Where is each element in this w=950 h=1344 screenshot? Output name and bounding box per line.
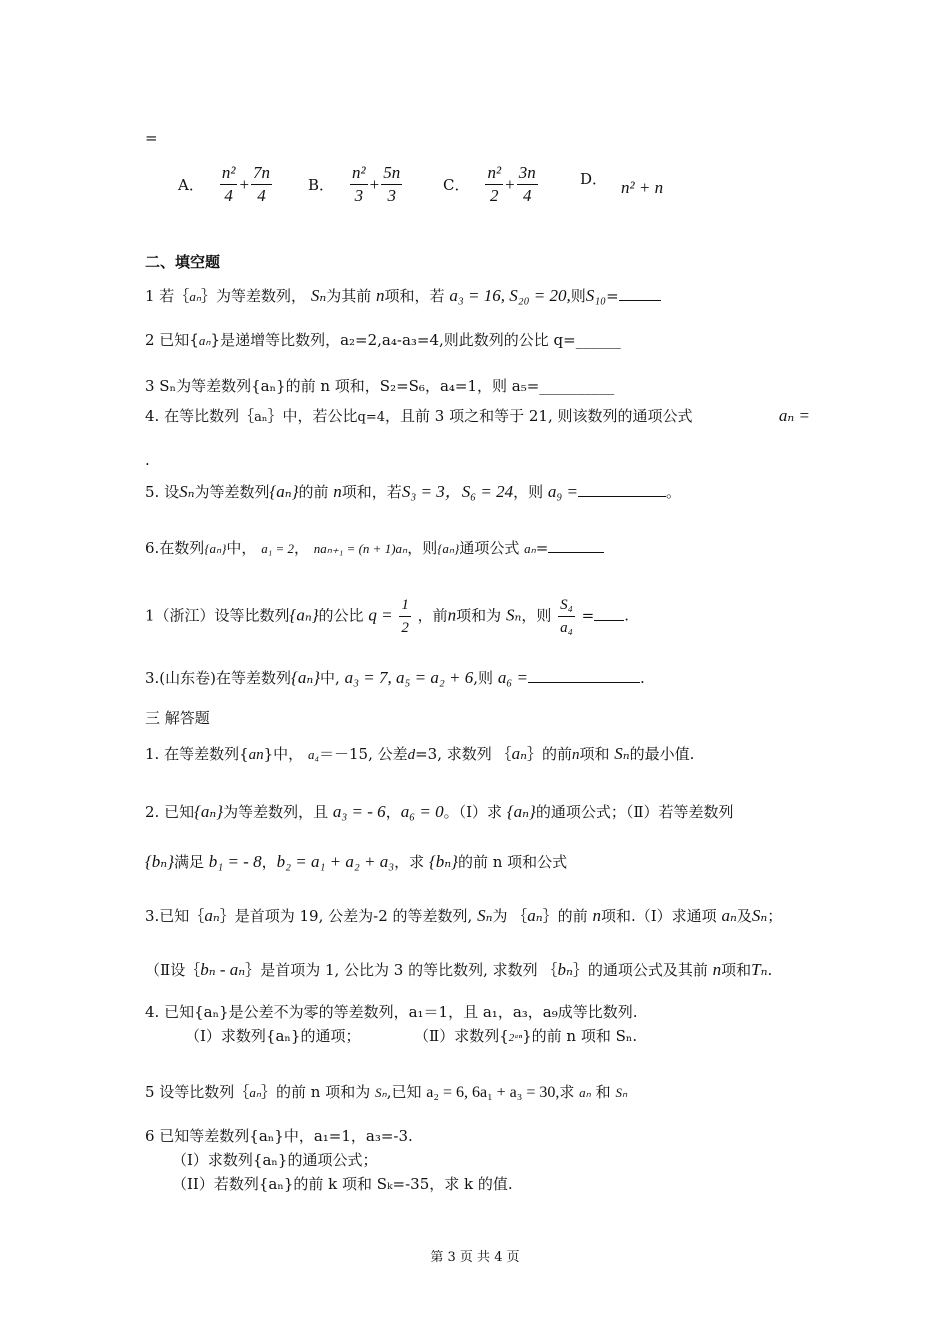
fraction: $\frac{\text{n²}}{2}$ — [487, 163, 502, 205]
fraction: $\frac{5n}{3}$ — [383, 163, 401, 205]
solve-q3-line1: 3.已知｛aₙ｝是首项为 19, 公差为-2 的等差数列, Sₙ为 ｛aₙ｝的前 n项和.（Ⅰ）求通项 aₙ及Sₙ； — [145, 906, 783, 925]
fraction: $\frac{7n}{4}$ — [253, 163, 271, 205]
fill-q5: 5. 设Sₙ为等差数列{aₙ}的前 n项和，若S₃ = 3，S₆ = 24，则 a₉ = 。 — [145, 482, 682, 501]
solve-q6-line3: （II）若数列{aₙ}的前 k 项和 Sₖ=-35，求 k 的值. — [172, 1175, 513, 1193]
choice-b: B． $\frac{\text{n²}}{3}$ + $\frac{5n}{3}$ — [308, 163, 401, 205]
solve-q6-line2: （I）求数列{aₙ}的通项公式； — [172, 1151, 378, 1169]
choice-label: B． — [308, 176, 335, 194]
fill-q7: 1（浙江）设等比数列{aₙ}的公比 q = $\frac{1}{2}$ ，前n项和为 Sₙ，则 $\frac{\text{S₄}}{\text{a₄}}$ = . — [145, 594, 629, 639]
fill-q3: 3 Sₙ为等差数列{aₙ}的前 n 项和，S₂=S₆，a₄=1，则 a₅=__________ — [145, 377, 615, 395]
solve-q4-line1: 4. 已知{aₙ}是公差不为零的等差数列，a₁＝1，且 a₁，a₃，a₉成等比数列. — [145, 1003, 638, 1021]
solve-q5: 5 设等比数列｛aₙ｝的前 n 项和为 Sₙ,已知 a₂ = 6, 6a₁ + a₃ = 30,求 aₙ 和 Sₙ — [145, 1083, 628, 1101]
section-title: 三 解答题 — [145, 709, 210, 727]
choice-a: A． $\frac{\text{n²}}{4}$ + $\frac{7n}{4}$ — [178, 163, 271, 205]
fill-q4: 4. 在等比数列｛aₙ｝中，若公比q=4，且前 3 项之和等于 21, 则该数列的通项公式 aₙ = — [145, 406, 810, 425]
solve-q6-line1: 6 已知等差数列{aₙ}中，a₁=1，a₃=-3. — [145, 1127, 413, 1145]
fill-q4-end: . — [145, 451, 150, 469]
solve-q1: 1. 在等差数列{an}中， a₄＝－15, 公差d=3, 求数列 ｛aₙ｝的前n项和 Sₙ的最小值. — [145, 744, 695, 763]
solve-q2-line1: 2. 已知{aₙ}为等差数列，且 a₃ = - 6，a₆ = 0。（Ⅰ）求 {aₙ}的通项公式；（Ⅱ）若等差数列 — [145, 802, 734, 821]
fraction: $\frac{\text{n²}}{3}$ — [352, 163, 366, 205]
math-expr: n² + n — [621, 178, 664, 197]
choice-d — [580, 162, 663, 198]
choice-c: C． $\frac{\text{n²}}{2}$ + $\frac{3n}{4}$ — [443, 163, 536, 205]
fill-q2: 2 已知{aₙ}是递增等比数列，a₂=2,a₄-a₃=4,则此数列的公比 q=______ — [145, 331, 621, 349]
section-title: 二、填空题 — [145, 253, 221, 271]
choice-label: D． — [580, 170, 608, 188]
top-fragment: = — [145, 129, 158, 147]
solve-q3-line2: （Ⅱ设｛bₙ - aₙ｝是首项为 1, 公比为 3 的等比数列, 求数列 ｛bₙ｝的通项公式及其前 n项和Tₙ. — [145, 960, 773, 979]
choice-label: A． — [178, 176, 204, 194]
fill-q1: 1 若｛aₙ｝为等差数列， Sₙ为其前 n项和，若 a₃ = 16, S₂₀ = 20,则S₁₀= — [145, 286, 661, 307]
solve-q4-line2: （Ⅰ）求数列{aₙ}的通项； （Ⅱ）求数列{2ᵃⁿ}的前 n 项和 Sₙ. — [185, 1027, 638, 1045]
choice-label: C． — [443, 176, 470, 194]
page-footer: 第 3 页 共 4 页 — [430, 1250, 520, 1265]
fill-q8: 3.(山东卷)在等差数列{aₙ}中, a₃ = 7, a₅ = a₂ + 6,则 a₆ = . — [145, 668, 645, 687]
fraction: $\frac{\text{n²}}{4}$ — [221, 163, 236, 205]
solve-q2-line2: {bₙ}满足 b₁ = - 8，b₂ = a₁ + a₂ + a₃，求 {bₙ}的前 n 项和公式 — [145, 852, 568, 871]
fraction: $\frac{3n}{4}$ — [518, 163, 536, 205]
fill-q6: 6.在数列{aₙ}中， a₁ = 2， naₙ₊₁ = (n + 1)aₙ，则{aₙ}通项公式 aₙ= — [145, 538, 604, 559]
